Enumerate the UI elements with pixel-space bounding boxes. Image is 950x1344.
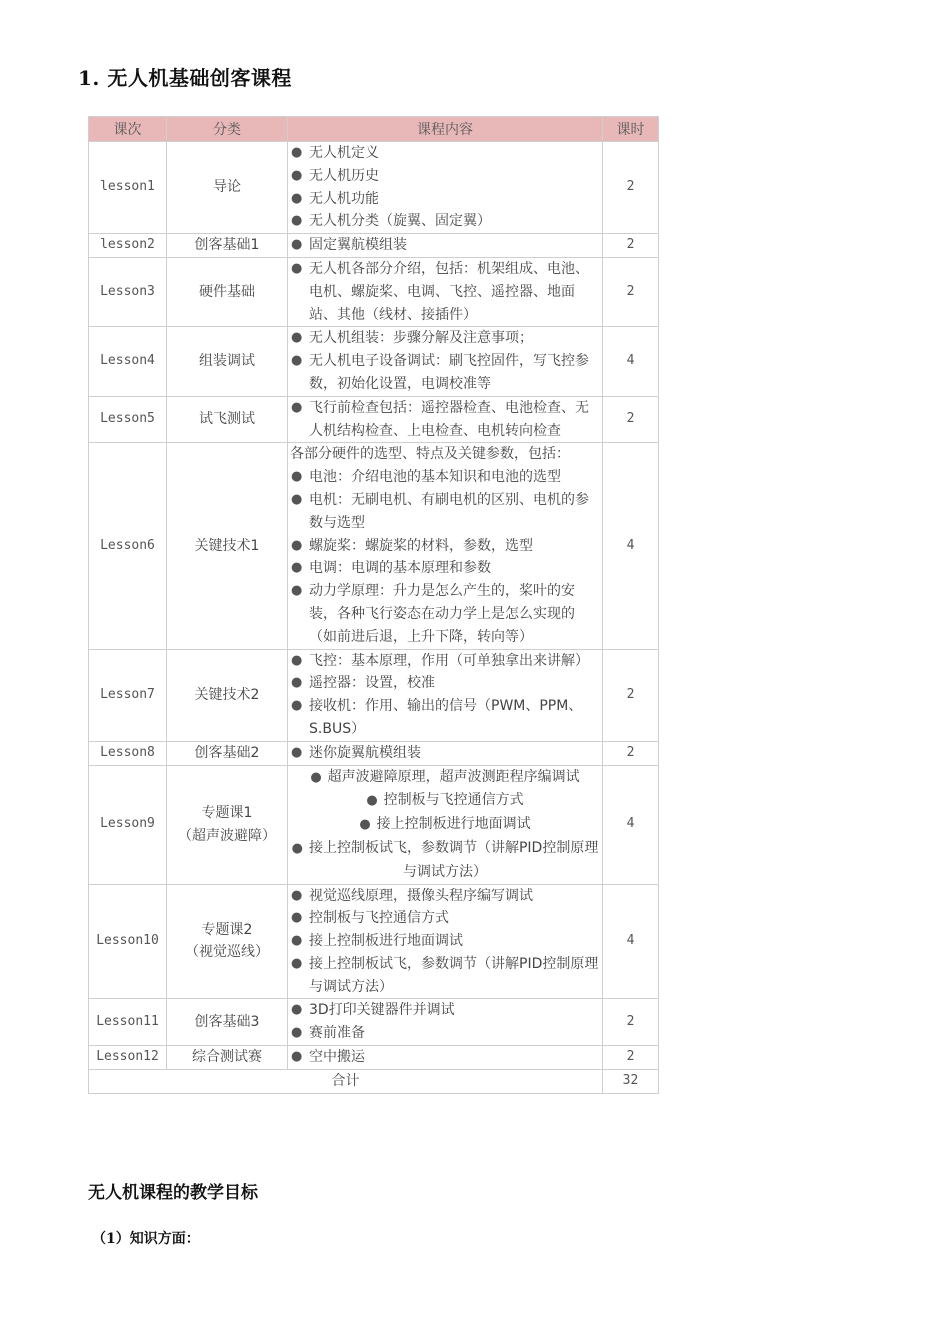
- content-list: [290, 327, 600, 395]
- content-cell: [288, 142, 603, 234]
- lesson-cell: Lesson7: [89, 649, 167, 741]
- category-cell: [167, 327, 288, 396]
- content-cell: [288, 999, 603, 1046]
- table-header-row: [89, 117, 659, 142]
- list-item: ● 超声波避障原理，超声波测距程序编调试: [290, 766, 600, 790]
- content-cell: [288, 257, 603, 326]
- category-label: 综合测试赛: [192, 1049, 262, 1066]
- list-item: ● 迷你旋翼航模组装: [290, 742, 600, 765]
- content-cell: [288, 741, 603, 765]
- hours-cell: 2: [603, 741, 659, 765]
- list-item: ● 接上控制板试飞，参数调节（讲解PID控制原理与调试方法）: [290, 837, 600, 884]
- subsection-title: （1）知识方面：: [92, 1231, 200, 1247]
- category-cell: [167, 884, 288, 999]
- table-row: [89, 999, 659, 1046]
- list-item: ● 3D打印关键器件并调试: [290, 999, 600, 1022]
- content-cell: [288, 443, 603, 649]
- list-item: ● 无人机电子设备调试：刷飞控固件，写飞控参数，初始化设置，电调校准等: [290, 350, 600, 396]
- category-label: 创客基础2: [194, 744, 260, 761]
- category-cell: [167, 765, 288, 884]
- list-item: ● 空中搬运: [290, 1046, 600, 1069]
- category-sublabel: （超声波避障）: [178, 827, 276, 844]
- category-label: 专题课1: [201, 804, 253, 821]
- header-hours: 课时: [603, 117, 659, 142]
- list-item: ● 接上控制板进行地面调试: [290, 930, 600, 953]
- lesson-cell: lesson2: [89, 234, 167, 258]
- category-label: 组装调试: [199, 353, 255, 370]
- lesson-cell: Lesson8: [89, 741, 167, 765]
- hours-cell: 4: [603, 327, 659, 396]
- list-item: ● 电调：电调的基本原理和参数: [290, 557, 600, 580]
- content-list: [290, 766, 600, 884]
- list-item: ● 电机：无刷电机、有刷电机的区别、电机的参数与选型: [290, 489, 600, 535]
- table-row: [89, 234, 659, 258]
- category-cell: [167, 649, 288, 741]
- category-cell: [167, 142, 288, 234]
- hours-cell: 4: [603, 443, 659, 649]
- category-cell: [167, 443, 288, 649]
- lesson-cell: Lesson3: [89, 257, 167, 326]
- list-item: ● 无人机定义: [290, 142, 600, 165]
- content-list: [290, 742, 600, 765]
- category-sublabel: （视觉巡线）: [185, 944, 269, 961]
- list-item: ● 无人机分类（旋翼、固定翼）: [290, 210, 600, 233]
- category-label: 导论: [213, 179, 241, 196]
- content-list: [290, 466, 600, 648]
- content-list: [290, 258, 600, 326]
- hours-cell: 4: [603, 884, 659, 999]
- category-label: 创客基础1: [194, 237, 260, 254]
- table-row: [89, 884, 659, 999]
- list-item: ● 飞行前检查包括：遥控器检查、电池检查、无人机结构检查、上电检查、电机转向检查: [290, 397, 600, 443]
- list-item: ● 赛前准备: [290, 1022, 600, 1045]
- total-row: [89, 1069, 659, 1093]
- content-list: [290, 234, 600, 257]
- list-item: ● 接上控制板试飞，参数调节（讲解PID控制原理与调试方法）: [290, 953, 600, 999]
- category-label: 创客基础3: [194, 1013, 260, 1030]
- content-list: [290, 142, 600, 233]
- table-row: [89, 765, 659, 884]
- content-list: [290, 999, 600, 1045]
- category-cell: [167, 396, 288, 443]
- category-label: 专题课2: [201, 921, 253, 938]
- content-cell: [288, 396, 603, 443]
- content-list: [290, 885, 600, 999]
- list-item: ● 螺旋桨：螺旋桨的材料，参数，选型: [290, 535, 600, 558]
- list-item: ● 固定翼航模组装: [290, 234, 600, 257]
- list-item: ● 无人机组装：步骤分解及注意事项；: [290, 327, 600, 350]
- header-lesson: 课次: [89, 117, 167, 142]
- list-item: ● 无人机历史: [290, 165, 600, 188]
- lesson-cell: lesson1: [89, 142, 167, 234]
- category-cell: [167, 741, 288, 765]
- hours-cell: 2: [603, 999, 659, 1046]
- table-row: [89, 396, 659, 443]
- list-item: ● 遥控器：设置，校准: [290, 672, 600, 695]
- list-item: ● 控制板与飞控通信方式: [290, 789, 600, 813]
- category-label: 硬件基础: [199, 283, 255, 300]
- content-cell: [288, 234, 603, 258]
- hours-cell: 2: [603, 257, 659, 326]
- content-list: [290, 650, 600, 741]
- table-row: [89, 741, 659, 765]
- header-category: 分类: [167, 117, 288, 142]
- hours-cell: 2: [603, 234, 659, 258]
- lesson-cell: Lesson9: [89, 765, 167, 884]
- content-list: [290, 1046, 600, 1069]
- hours-cell: 2: [603, 396, 659, 443]
- content-cell: [288, 649, 603, 741]
- lesson-cell: Lesson12: [89, 1046, 167, 1070]
- list-item: ● 无人机各部分介绍，包括：机架组成、电池、电机、螺旋桨、电调、飞控、遥控器、地面站、其他（线材、接插件）: [290, 258, 600, 326]
- lesson-cell: Lesson4: [89, 327, 167, 396]
- list-item: ● 接收机：作用、输出的信号（PWM、PPM、S.BUS）: [290, 695, 600, 741]
- table-row: [89, 257, 659, 326]
- content-lead: 各部分硬件的选型、特点及关键参数，包括：: [290, 446, 570, 463]
- category-cell: [167, 1046, 288, 1070]
- table-row: [89, 1046, 659, 1070]
- lesson-cell: Lesson6: [89, 443, 167, 649]
- list-item: ● 控制板与飞控通信方式: [290, 907, 600, 930]
- lesson-cell: Lesson11: [89, 999, 167, 1046]
- lesson-cell: Lesson5: [89, 396, 167, 443]
- hours-cell: 2: [603, 142, 659, 234]
- category-cell: [167, 257, 288, 326]
- total-label: 合计: [89, 1069, 603, 1093]
- table-row: [89, 443, 659, 649]
- content-list: [290, 397, 600, 443]
- course-table: [88, 116, 659, 1094]
- goals-title: 无人机课程的教学目标: [88, 1183, 258, 1203]
- list-item: ● 无人机功能: [290, 188, 600, 211]
- category-label: 关键技术2: [194, 686, 260, 703]
- content-cell: [288, 1046, 603, 1070]
- table-row: [89, 649, 659, 741]
- header-content: 课程内容: [288, 117, 603, 142]
- hours-cell: 2: [603, 649, 659, 741]
- list-item: ● 飞控：基本原理，作用（可单独拿出来讲解）: [290, 650, 600, 673]
- hours-cell: 2: [603, 1046, 659, 1070]
- content-cell: [288, 884, 603, 999]
- category-label: 试飞测试: [199, 411, 255, 428]
- hours-cell: 4: [603, 765, 659, 884]
- table-row: [89, 142, 659, 234]
- list-item: ● 接上控制板进行地面调试: [290, 813, 600, 837]
- list-item: ● 电池：介绍电池的基本知识和电池的选型: [290, 466, 600, 489]
- content-cell: [288, 765, 603, 884]
- list-item: ● 视觉巡线原理，摄像头程序编写调试: [290, 885, 600, 908]
- category-cell: [167, 999, 288, 1046]
- lesson-cell: Lesson10: [89, 884, 167, 999]
- section-title: 1. 无人机基础创客课程: [78, 66, 292, 90]
- category-label: 关键技术1: [194, 537, 260, 554]
- list-item: ● 动力学原理：升力是怎么产生的，桨叶的安装，各种飞行姿态在动力学上是怎么实现的（如前进后退，上升下降，转向等）: [290, 580, 600, 648]
- content-cell: [288, 327, 603, 396]
- total-hours: 32: [603, 1069, 659, 1093]
- category-cell: [167, 234, 288, 258]
- table-row: [89, 327, 659, 396]
